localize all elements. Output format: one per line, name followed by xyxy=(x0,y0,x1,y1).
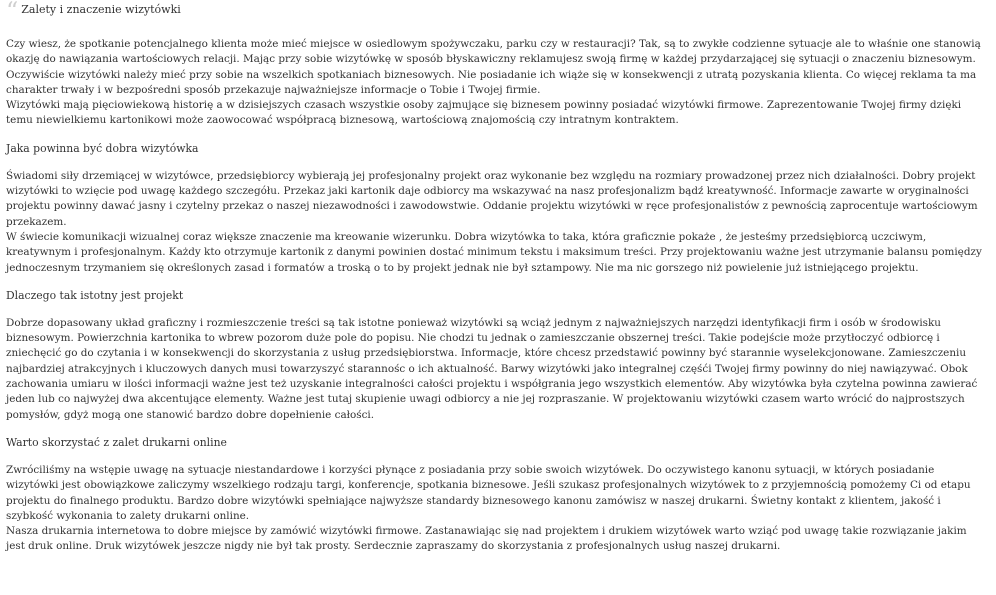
quote-icon: “ xyxy=(6,0,19,25)
section-heading-good-card: Jaka powinna być dobra wizytówka xyxy=(6,141,199,155)
intro-paragraph-2: Wizytówki mają pięciowiekową historię a w dzisiejszych czasach wszystkie osoby zajmujące się biznesem powinny posiadać wizytówki firmowe. Zaprezentowanie Twojej firmy dzięki temu niewielkiemu kartonikowi może zaowocować współpracą biznesową, wartościową znajomością czy intratnym kontraktem. xyxy=(6,99,962,127)
online-print-paragraph-1: Zwróciliśmy na wstępie uwagę na sytuacje niestandardowe i korzyści płynące z posiadania przy sobie swoich wizytówek. Do oczywistego kanonu sytuacji, w których posiadanie wizytówki jest obowiązkowe zaliczymy wszelkiego rodzaju targi, konferencje, spotkania biznesowe. Jeśli szukasz profesjonalnych wizytówek to z przyjemnością pomożemy Ci od etapu projektu do finalnego produktu. Bardzo dobre wizytówki spełniające najwyższe standardy biznesowego kanonu zamówisz w naszej drukarni. Świetny kontakt z klientem, jakość i szybkość wykonania to zalety drukarni online. xyxy=(6,463,971,522)
article-header xyxy=(6,0,986,24)
section-heading-online-print: Warto skorzystać z zalet drukarni online xyxy=(6,435,227,449)
intro-paragraph-1: Czy wiesz, że spotkanie potencjalnego klienta może mieć miejsce w osiedlowym spożywczaku, parku czy w restauracji? Tak, są to zwykłe codzienne sytuacje ale to właśnie one stanowią okazję do nawiązania wartościowych relacji. Mając przy sobie wizytówkę w sposób błyskawiczny reklamujesz swoją firmę w każdej przydarzającej się sytuacji o znaczeniu biznesowym. Oczywiście wizytówki należy mieć przy sobie na wszelkich spotkaniach biznesowych. Nie posiadanie ich wiąże się w konsekwencji z utratą pozyskania klienta. Co więcej reklama ta ma charakter trwały i w bezpośredni sposób przekazuje najważniejsze informacje o Tobie i Twojej firmie. xyxy=(6,38,981,96)
online-print-paragraph-2: Nasza drukarnia internetowa to dobre miejsce by zamówić wizytówki firmowe. Zastanawiając się nad projektem i drukiem wizytówek warto wziąć pod uwagę takie rozwiązanie jakim jest druk online. Druk wizytówek jeszcze nigdy nie był tak prosty. Serdecznie zapraszamy do skorzystania z profesjonalnych usług naszej drukarni. xyxy=(6,525,967,553)
good-card-paragraph-2: W świecie komunikacji wizualnej coraz większe znaczenie ma kreowanie wizerunku. Dobra wizytówka to taka, która graficznie pokaże , że jesteśmy przedsiębiorcą uczciwym, kreatywnym i profesjonalnym. Każdy kto otrzymuje kartonik z danymi powinien dostać minimum tekstu i maksimum treści. Przy projektowaniu ważne jest utrzymanie balansu pomiędzy jednoczesnym trzymaniem się określonych zasad i formatów a troską o to by projekt jednak nie był sztampowy. Nie ma nic gorszego niż powielenie już istniejącego projektu. xyxy=(6,230,982,274)
project-paragraph-1: Dobrze dopasowany układ graficzny i rozmieszczenie treści są tak istotne ponieważ wizytówki są wciąż jednym z najważniejszych narzędzi identyfikacji firm i osób w środowisku biznesowym. Powierzchnia kartonika to wbrew pozorom duże pole do popisu. Nie chodzi tu jednak o zamieszczanie obszernej treści. Takie podejście może przytłoczyć odbiorcę i zniechęcić go do czytania i w konsekwencji do skorzystania z usług przedsiębiorstwa. Informacje, które chcesz przedstawić powinny być starannie wyselekcjonowane. Zamieszczeniu najbardziej atrakcyjnych i kluczowych danych musi towarzyszyć starannośc o ich aktualność. Barwy wizytówki jako integralnej częśći Twojej firmy powinny do niej nawiązywać. Obok zachowania umiaru w ilości informacji ważne jest też uzyskanie integralności całości projektu i współgrania jego wszystkich elementów. Aby wizytówka była czytelna powinna zawierać jeden lub co najwyżej dwa akcentujące elementy. Ważne jest tutaj skupienie uwagi odbiorcy a nie jej rozpraszanie. W projektowaniu wizytówki czasem warto wrócić do najprostszych pomysłów, gdyż mogą one stanowić bardzo dobre dopełnienie całości. xyxy=(6,316,978,421)
good-card-paragraph-1: Świadomi siły drzemiącej w wizytówce, przedsiębiorcy wybierają jej profesjonalny projekt oraz wykonanie bez względu na rozmiary prowadzonej przez nich działalności. Dobry projekt wizytówki to wzięcie pod uwagę każdego szczegółu. Przekaz jaki kartonik daje odbiorcy ma wskazywać na nasz profesjonalizm bądź kreatywność. Informacje zawarte w oryginalności projektu powinny dawać jasny i czytelny przekaz o naszej niezawodności i zawodowstwie. Oddanie projektu wizytówki w ręce profesjonalistów z pewnością zaprocentuje wartościowym przekazem. xyxy=(6,169,978,228)
section-heading-project: Dlaczego tak istotny jest projekt xyxy=(6,288,184,302)
article-title: Zalety i znaczenie wizytówki xyxy=(21,3,181,16)
